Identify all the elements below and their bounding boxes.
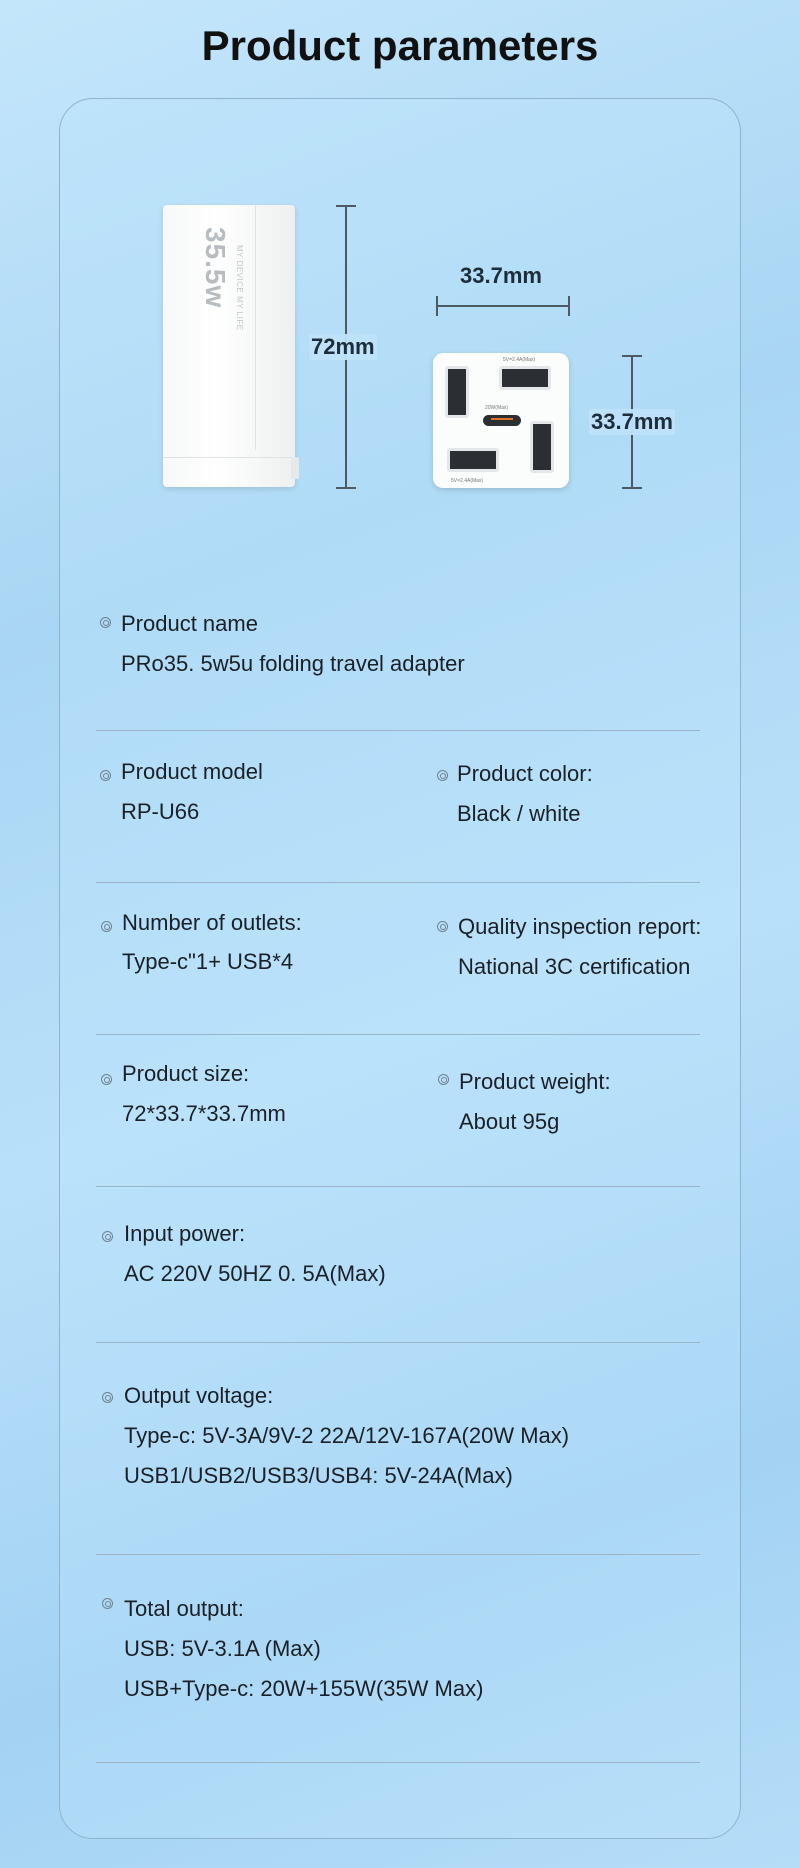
bullet-icon — [101, 921, 112, 932]
quality-report-value: National 3C certification — [458, 954, 691, 979]
port-label-type-c: 20W(Max) — [485, 405, 509, 411]
product-weight-value: About 95g — [459, 1109, 560, 1134]
depth-dimension-cap-bottom — [622, 487, 642, 489]
divider — [96, 1034, 700, 1035]
total-output-line: USB+Type-c: 20W+155W(35W Max) — [124, 1676, 484, 1701]
width-dimension-cap-left — [436, 296, 438, 316]
divider — [96, 1342, 700, 1343]
total-output-label: Total output: — [124, 1596, 244, 1621]
product-model-value: RP-U66 — [121, 799, 200, 824]
product-size-value: 72*33.7*33.7mm — [122, 1101, 286, 1126]
input-power-value: AC 220V 50HZ 0. 5A(Max) — [124, 1261, 386, 1286]
bullet-icon — [100, 617, 111, 628]
bullet-icon — [102, 1231, 113, 1242]
type-c-port — [483, 415, 521, 426]
product-name-value: PRo35. 5w5u folding travel adapter — [121, 651, 465, 676]
depth-dimension-label: 33.7mm — [591, 409, 673, 434]
usb-port-right — [530, 421, 554, 473]
bullet-icon — [438, 1074, 449, 1085]
input-power-label: Input power: — [124, 1221, 246, 1246]
divider — [96, 730, 700, 731]
page-title: Product parameters — [201, 22, 599, 69]
divider — [96, 882, 700, 883]
product-size-label: Product size: — [122, 1061, 250, 1086]
divider — [96, 1762, 700, 1763]
outlets-value: Type-c"1+ USB*4 — [122, 949, 294, 974]
charger-side-view-image — [163, 205, 295, 487]
total-output-line: USB: 5V-3.1A (Max) — [124, 1636, 321, 1661]
bullet-icon — [100, 770, 111, 781]
divider — [96, 1186, 700, 1187]
usb-port-left — [445, 366, 469, 418]
bullet-icon — [102, 1598, 113, 1609]
output-voltage-line: USB1/USB2/USB3/USB4: 5V-24A(Max) — [124, 1463, 513, 1488]
height-dimension-cap-bottom — [336, 487, 356, 489]
bullet-icon — [101, 1074, 112, 1085]
divider — [96, 1554, 700, 1555]
output-voltage-label: Output voltage: — [124, 1383, 274, 1408]
output-voltage-line: Type-c: 5V-3A/9V-2 22A/12V-167A(20W Max) — [124, 1423, 570, 1448]
product-weight-label: Product weight: — [459, 1069, 611, 1094]
port-label-bottom: 5V=2.4A(Max) — [451, 478, 484, 484]
quality-report-label: Quality inspection report: — [458, 914, 702, 939]
product-model-label: Product model — [121, 759, 263, 784]
depth-dimension-cap-top — [622, 355, 642, 357]
width-dimension-cap-right — [568, 296, 570, 316]
bullet-icon — [102, 1392, 113, 1403]
bullet-icon — [437, 921, 448, 932]
outlets-label: Number of outlets: — [122, 910, 302, 935]
bullet-icon — [437, 770, 448, 781]
width-dimension-line — [436, 305, 569, 307]
height-dimension-cap-top — [336, 205, 356, 207]
height-dimension-label: 72mm — [311, 334, 375, 359]
width-dimension-label: 33.7mm — [460, 263, 542, 288]
charger-tagline-text: MY DEVICE MY LIFE — [235, 245, 244, 331]
charger-wattage-text: 35.5w — [200, 227, 231, 309]
product-name-label: Product name — [121, 611, 258, 636]
port-label-top: 5V=2.4A(Max) — [503, 357, 536, 363]
usb-port-top — [499, 366, 551, 390]
product-color-value: Black / white — [457, 801, 581, 826]
usb-port-bottom — [447, 448, 499, 472]
charger-front-view-image — [433, 353, 569, 488]
product-color-label: Product color: — [457, 761, 593, 786]
